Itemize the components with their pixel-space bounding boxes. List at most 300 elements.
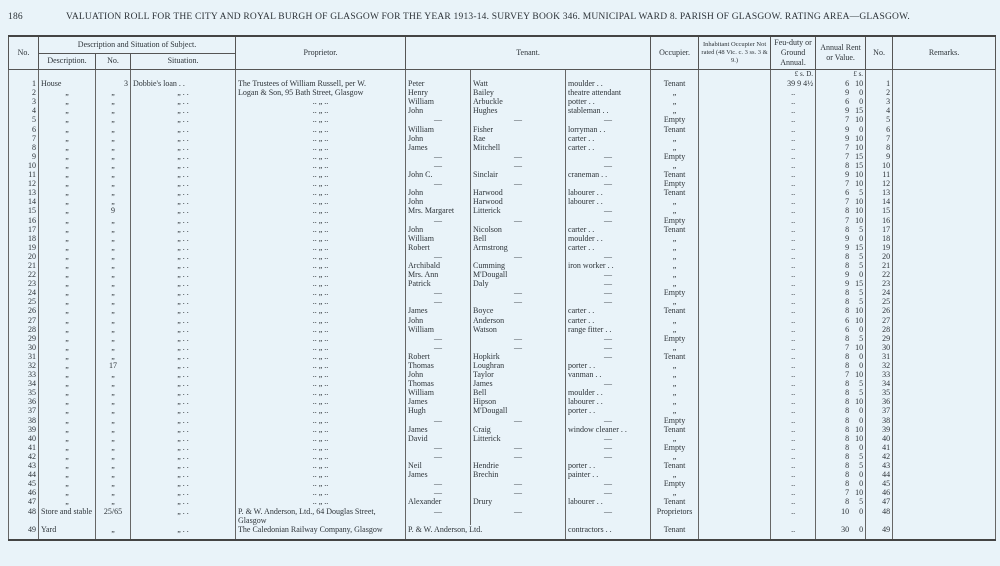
feu-duty: .. — [771, 270, 816, 279]
rent-pounds: 8 — [845, 497, 850, 507]
occupier: Proprietors — [651, 507, 699, 525]
tenant-occupation: — — [566, 279, 651, 288]
description: Store and stable — [39, 507, 96, 525]
tenant-first-name: — — [406, 443, 471, 452]
house-number: 25/65 — [96, 507, 131, 525]
remarks — [893, 470, 996, 479]
row-no-right: 41 — [866, 443, 893, 452]
rent-pounds: 8 — [845, 297, 850, 307]
rent-shillings: 5 — [859, 497, 864, 507]
remarks — [893, 270, 996, 279]
tenant-surname: Drury — [471, 497, 566, 506]
house-number: „ — [96, 106, 131, 115]
table-row — [9, 397, 996, 406]
occupier: Empty — [651, 288, 699, 297]
annual-rent — [816, 125, 866, 134]
tenant-first-name: Patrick — [406, 279, 471, 288]
inhabitant-occupier — [699, 279, 771, 288]
table-row — [9, 252, 996, 261]
tenant-occupation: porter . . — [566, 461, 651, 470]
rent-pounds: 9 — [845, 170, 850, 180]
feu-duty: .. — [771, 497, 816, 506]
annual-rent — [816, 88, 866, 97]
rent-shillings: 5 — [859, 188, 864, 198]
description: „ — [39, 216, 96, 225]
tenant-occupation: — — [566, 488, 651, 497]
table-row — [9, 115, 996, 124]
description: „ — [39, 379, 96, 388]
row-no: 28 — [9, 325, 39, 334]
inhabitant-occupier — [699, 216, 771, 225]
occupier: „ — [651, 106, 699, 115]
row-no: 49 — [9, 525, 39, 540]
rent-shillings: 10 — [855, 215, 864, 225]
table-row — [9, 416, 996, 425]
row-no-right: 20 — [866, 252, 893, 261]
row-no-right: 22 — [866, 270, 893, 279]
rent-pounds: 9 — [845, 279, 850, 289]
remarks — [893, 370, 996, 379]
annual-rent — [816, 334, 866, 343]
tenant-occupation: — — [566, 379, 651, 388]
annual-rent — [816, 206, 866, 215]
table-row — [9, 79, 996, 88]
annual-rent — [816, 525, 866, 540]
table-row — [9, 479, 996, 488]
rent-shillings: 5 — [859, 251, 864, 261]
tenant-surname: Hendrie — [471, 461, 566, 470]
description: „ — [39, 197, 96, 206]
tenant-first-name: Neil — [406, 461, 471, 470]
rent-pounds: 9 — [845, 233, 850, 243]
description: „ — [39, 461, 96, 470]
occupier: „ — [651, 243, 699, 252]
row-no-right: 23 — [866, 279, 893, 288]
table-row — [9, 279, 996, 288]
proprietor: .. „ .. — [236, 170, 406, 179]
feu-duty: .. — [771, 243, 816, 252]
feu-duty: .. — [771, 452, 816, 461]
units-row — [9, 70, 996, 80]
row-no-right: 39 — [866, 425, 893, 434]
row-no-right: 18 — [866, 234, 893, 243]
inhabitant-occupier — [699, 161, 771, 170]
remarks — [893, 225, 996, 234]
remarks — [893, 443, 996, 452]
rent-shillings: 0 — [859, 233, 864, 243]
house-number: „ — [96, 134, 131, 143]
tenant-surname: Boyce — [471, 306, 566, 315]
proprietor: .. „ .. — [236, 406, 406, 415]
row-no: 8 — [9, 143, 39, 152]
table-row — [9, 306, 996, 315]
row-no-right: 36 — [866, 397, 893, 406]
table-row — [9, 507, 996, 525]
rent-pounds: 8 — [845, 442, 850, 452]
annual-rent — [816, 288, 866, 297]
rent-shillings: 0 — [859, 479, 864, 489]
situation: „ . . — [131, 397, 236, 406]
rent-shillings: 0 — [859, 406, 864, 416]
remarks — [893, 507, 996, 525]
situation: „ . . — [131, 234, 236, 243]
feu-duty: .. — [771, 343, 816, 352]
tenant-first-name: P. & W. Anderson, Ltd. — [406, 525, 566, 540]
rent-shillings: 0 — [859, 470, 864, 480]
row-no: 46 — [9, 488, 39, 497]
feu-duty: .. — [771, 152, 816, 161]
remarks — [893, 134, 996, 143]
table-row — [9, 152, 996, 161]
remarks — [893, 406, 996, 415]
row-no: 22 — [9, 270, 39, 279]
table-row — [9, 179, 996, 188]
row-no-right: 5 — [866, 115, 893, 124]
rent-pounds: 8 — [845, 451, 850, 461]
tenant-occupation: — — [566, 479, 651, 488]
remarks — [893, 416, 996, 425]
feu-duty: .. — [771, 306, 816, 315]
feu-duty: .. — [771, 434, 816, 443]
header-no-right: No. — [866, 36, 893, 70]
rent-pounds: 7 — [845, 370, 850, 380]
rent-pounds: 8 — [845, 388, 850, 398]
row-no-right: 49 — [866, 525, 893, 540]
house-number: „ — [96, 279, 131, 288]
occupier: Tenant — [651, 225, 699, 234]
proprietor: .. „ .. — [236, 379, 406, 388]
tenant-surname: Armstrong — [471, 243, 566, 252]
tenant-surname: Bell — [471, 234, 566, 243]
situation: „ . . — [131, 306, 236, 315]
situation: „ . . — [131, 370, 236, 379]
occupier: „ — [651, 88, 699, 97]
header-feu-duty: Feu-duty or Ground Annual. — [771, 36, 816, 70]
occupier: „ — [651, 252, 699, 261]
annual-rent — [816, 143, 866, 152]
annual-rent — [816, 179, 866, 188]
feu-duty: .. — [771, 297, 816, 306]
rent-pounds: 7 — [845, 197, 850, 207]
proprietor: .. „ .. — [236, 279, 406, 288]
description: „ — [39, 361, 96, 370]
annual-rent — [816, 416, 866, 425]
annual-rent — [816, 343, 866, 352]
feu-duty: .. — [771, 488, 816, 497]
remarks — [893, 434, 996, 443]
proprietor: .. „ .. — [236, 134, 406, 143]
table-row — [9, 97, 996, 106]
row-no: 40 — [9, 434, 39, 443]
occupier: „ — [651, 279, 699, 288]
inhabitant-occupier — [699, 79, 771, 88]
inhabitant-occupier — [699, 434, 771, 443]
tenant-surname: Hughes — [471, 106, 566, 115]
tenant-surname: Brechin — [471, 470, 566, 479]
situation: „ . . — [131, 316, 236, 325]
feu-duty: .. — [771, 397, 816, 406]
situation: „ . . — [131, 88, 236, 97]
row-no: 12 — [9, 179, 39, 188]
house-number: „ — [96, 225, 131, 234]
rent-pounds: 8 — [845, 470, 850, 480]
tenant-surname: M'Dougall — [471, 406, 566, 415]
rent-shillings: 15 — [855, 242, 864, 252]
situation: „ . . — [131, 243, 236, 252]
remarks — [893, 352, 996, 361]
proprietor: .. „ .. — [236, 152, 406, 161]
remarks — [893, 316, 996, 325]
row-no: 31 — [9, 352, 39, 361]
proprietor: .. „ .. — [236, 316, 406, 325]
row-no-right: 15 — [866, 206, 893, 215]
table-row — [9, 243, 996, 252]
rent-pounds: 8 — [845, 351, 850, 361]
tenant-surname: — — [471, 288, 566, 297]
rent-shillings: 5 — [859, 297, 864, 307]
proprietor: .. „ .. — [236, 161, 406, 170]
description: „ — [39, 252, 96, 261]
inhabitant-occupier — [699, 115, 771, 124]
inhabitant-occupier — [699, 425, 771, 434]
situation: „ . . — [131, 270, 236, 279]
row-no: 32 — [9, 361, 39, 370]
occupier: „ — [651, 143, 699, 152]
rent-shillings: 5 — [859, 260, 864, 270]
inhabitant-occupier — [699, 325, 771, 334]
proprietor: .. „ .. — [236, 179, 406, 188]
house-number: 3 — [96, 79, 131, 88]
tenant-occupation: — — [566, 452, 651, 461]
tenant-occupation: painter . . — [566, 470, 651, 479]
annual-rent — [816, 379, 866, 388]
table-row — [9, 134, 996, 143]
proprietor: .. „ .. — [236, 252, 406, 261]
house-number: „ — [96, 379, 131, 388]
proprietor: .. „ .. — [236, 434, 406, 443]
row-no-right: 12 — [866, 179, 893, 188]
tenant-first-name: — — [406, 161, 471, 170]
house-number: „ — [96, 325, 131, 334]
header-remarks: Remarks. — [893, 36, 996, 70]
row-no: 3 — [9, 97, 39, 106]
proprietor: .. „ .. — [236, 334, 406, 343]
situation: „ . . — [131, 388, 236, 397]
row-no: 44 — [9, 470, 39, 479]
rent-shillings: 0 — [859, 506, 864, 516]
tenant-first-name: — — [406, 416, 471, 425]
description: „ — [39, 179, 96, 188]
description: „ — [39, 143, 96, 152]
feu-duty: .. — [771, 388, 816, 397]
row-no-right: 1 — [866, 79, 893, 88]
occupier: „ — [651, 361, 699, 370]
tenant-first-name: William — [406, 325, 471, 334]
tenant-surname: Anderson — [471, 316, 566, 325]
house-number: „ — [96, 243, 131, 252]
tenant-first-name: James — [406, 397, 471, 406]
row-no: 21 — [9, 261, 39, 270]
table-row — [9, 206, 996, 215]
proprietor: .. „ .. — [236, 488, 406, 497]
row-no-right: 16 — [866, 216, 893, 225]
tenant-occupation: — — [566, 434, 651, 443]
row-no: 24 — [9, 288, 39, 297]
rent-shillings: 0 — [859, 524, 864, 534]
rent-shillings: 10 — [855, 424, 864, 434]
table-row — [9, 497, 996, 506]
inhabitant-occupier — [699, 125, 771, 134]
tenant-surname: M'Dougall — [471, 270, 566, 279]
situation: „ . . — [131, 143, 236, 152]
description: „ — [39, 161, 96, 170]
remarks — [893, 179, 996, 188]
remarks — [893, 197, 996, 206]
inhabitant-occupier — [699, 288, 771, 297]
annual-rent — [816, 388, 866, 397]
inhabitant-occupier — [699, 188, 771, 197]
tenant-first-name: James — [406, 143, 471, 152]
header-situation: Situation. — [131, 53, 236, 69]
feu-duty: .. — [771, 170, 816, 179]
row-no-right: 19 — [866, 243, 893, 252]
description: „ — [39, 188, 96, 197]
description: Yard — [39, 525, 96, 540]
inhabitant-occupier — [699, 297, 771, 306]
inhabitant-occupier — [699, 488, 771, 497]
situation: „ . . — [131, 261, 236, 270]
tenant-surname: Litterick — [471, 206, 566, 215]
inhabitant-occupier — [699, 361, 771, 370]
table-row — [9, 188, 996, 197]
feu-units: £ s. D. — [771, 70, 816, 80]
row-no: 35 — [9, 388, 39, 397]
tenant-occupation: — — [566, 252, 651, 261]
inhabitant-occupier — [699, 152, 771, 161]
rent-pounds: 7 — [845, 151, 850, 161]
situation: „ . . — [131, 470, 236, 479]
house-number: „ — [96, 125, 131, 134]
tenant-first-name: David — [406, 434, 471, 443]
rent-shillings: 0 — [859, 361, 864, 370]
rent-shillings: 10 — [855, 315, 864, 325]
feu-duty: .. — [771, 525, 816, 540]
row-no: 16 — [9, 216, 39, 225]
rent-pounds: 8 — [845, 461, 850, 471]
proprietor: .. „ .. — [236, 261, 406, 270]
inhabitant-occupier — [699, 379, 771, 388]
remarks — [893, 388, 996, 397]
proprietor: .. „ .. — [236, 416, 406, 425]
tenant-first-name: — — [406, 488, 471, 497]
rent-pounds: 9 — [845, 242, 850, 252]
inhabitant-occupier — [699, 143, 771, 152]
house-number: „ — [96, 525, 131, 540]
tenant-surname: — — [471, 488, 566, 497]
tenant-surname: Mitchell — [471, 143, 566, 152]
table-row — [9, 388, 996, 397]
tenant-occupation: stableman . . — [566, 106, 651, 115]
tenant-occupation: labourer . . — [566, 497, 651, 506]
rent-pounds: 8 — [845, 415, 850, 425]
proprietor: Logan & Son, 95 Bath Street, Glasgow — [236, 88, 406, 97]
header-proprietor: Proprietor. — [236, 36, 406, 70]
annual-rent — [816, 443, 866, 452]
row-no-right: 9 — [866, 152, 893, 161]
description: „ — [39, 206, 96, 215]
occupier: Empty — [651, 152, 699, 161]
tenant-occupation: carter . . — [566, 225, 651, 234]
tenant-first-name: Peter — [406, 79, 471, 88]
row-no: 2 — [9, 88, 39, 97]
table-row — [9, 425, 996, 434]
row-no: 33 — [9, 370, 39, 379]
tenant-surname: Arbuckle — [471, 97, 566, 106]
tenant-occupation: carter . . — [566, 243, 651, 252]
annual-rent — [816, 479, 866, 488]
remarks — [893, 261, 996, 270]
rent-shillings: 0 — [859, 442, 864, 452]
inhabitant-occupier — [699, 179, 771, 188]
table-row — [9, 452, 996, 461]
tenant-occupation: porter . . — [566, 361, 651, 370]
situation: „ . . — [131, 115, 236, 124]
annual-rent — [816, 352, 866, 361]
row-no-right: 46 — [866, 488, 893, 497]
remarks — [893, 452, 996, 461]
tenant-first-name: William — [406, 234, 471, 243]
description: „ — [39, 497, 96, 506]
inhabitant-occupier — [699, 452, 771, 461]
row-no: 34 — [9, 379, 39, 388]
annual-rent — [816, 170, 866, 179]
row-no: 42 — [9, 452, 39, 461]
house-number: „ — [96, 297, 131, 306]
remarks — [893, 115, 996, 124]
situation: „ . . — [131, 134, 236, 143]
occupier: Tenant — [651, 461, 699, 470]
tenant-first-name: — — [406, 479, 471, 488]
row-no: 1 — [9, 79, 39, 88]
tenant-occupation: carter . . — [566, 143, 651, 152]
tenant-first-name: Thomas — [406, 379, 471, 388]
remarks — [893, 488, 996, 497]
tenant-surname: Litterick — [471, 434, 566, 443]
remarks — [893, 288, 996, 297]
row-no: 10 — [9, 161, 39, 170]
inhabitant-occupier — [699, 388, 771, 397]
tenant-first-name: Hugh — [406, 406, 471, 415]
rent-shillings: 5 — [859, 288, 864, 298]
table-row — [9, 234, 996, 243]
remarks — [893, 361, 996, 370]
rent-pounds: 9 — [845, 270, 850, 280]
rent-shillings: 0 — [859, 97, 864, 107]
tenant-occupation: — — [566, 416, 651, 425]
description: „ — [39, 170, 96, 179]
remarks — [893, 234, 996, 243]
tenant-occupation: lorryman . . — [566, 125, 651, 134]
tenant-occupation: moulder . . — [566, 79, 651, 88]
annual-rent — [816, 461, 866, 470]
tenant-first-name: Mrs. Margaret — [406, 206, 471, 215]
feu-duty: .. — [771, 188, 816, 197]
proprietor: .. „ .. — [236, 97, 406, 106]
table-row — [9, 297, 996, 306]
occupier: „ — [651, 470, 699, 479]
remarks — [893, 279, 996, 288]
tenant-surname: — — [471, 161, 566, 170]
